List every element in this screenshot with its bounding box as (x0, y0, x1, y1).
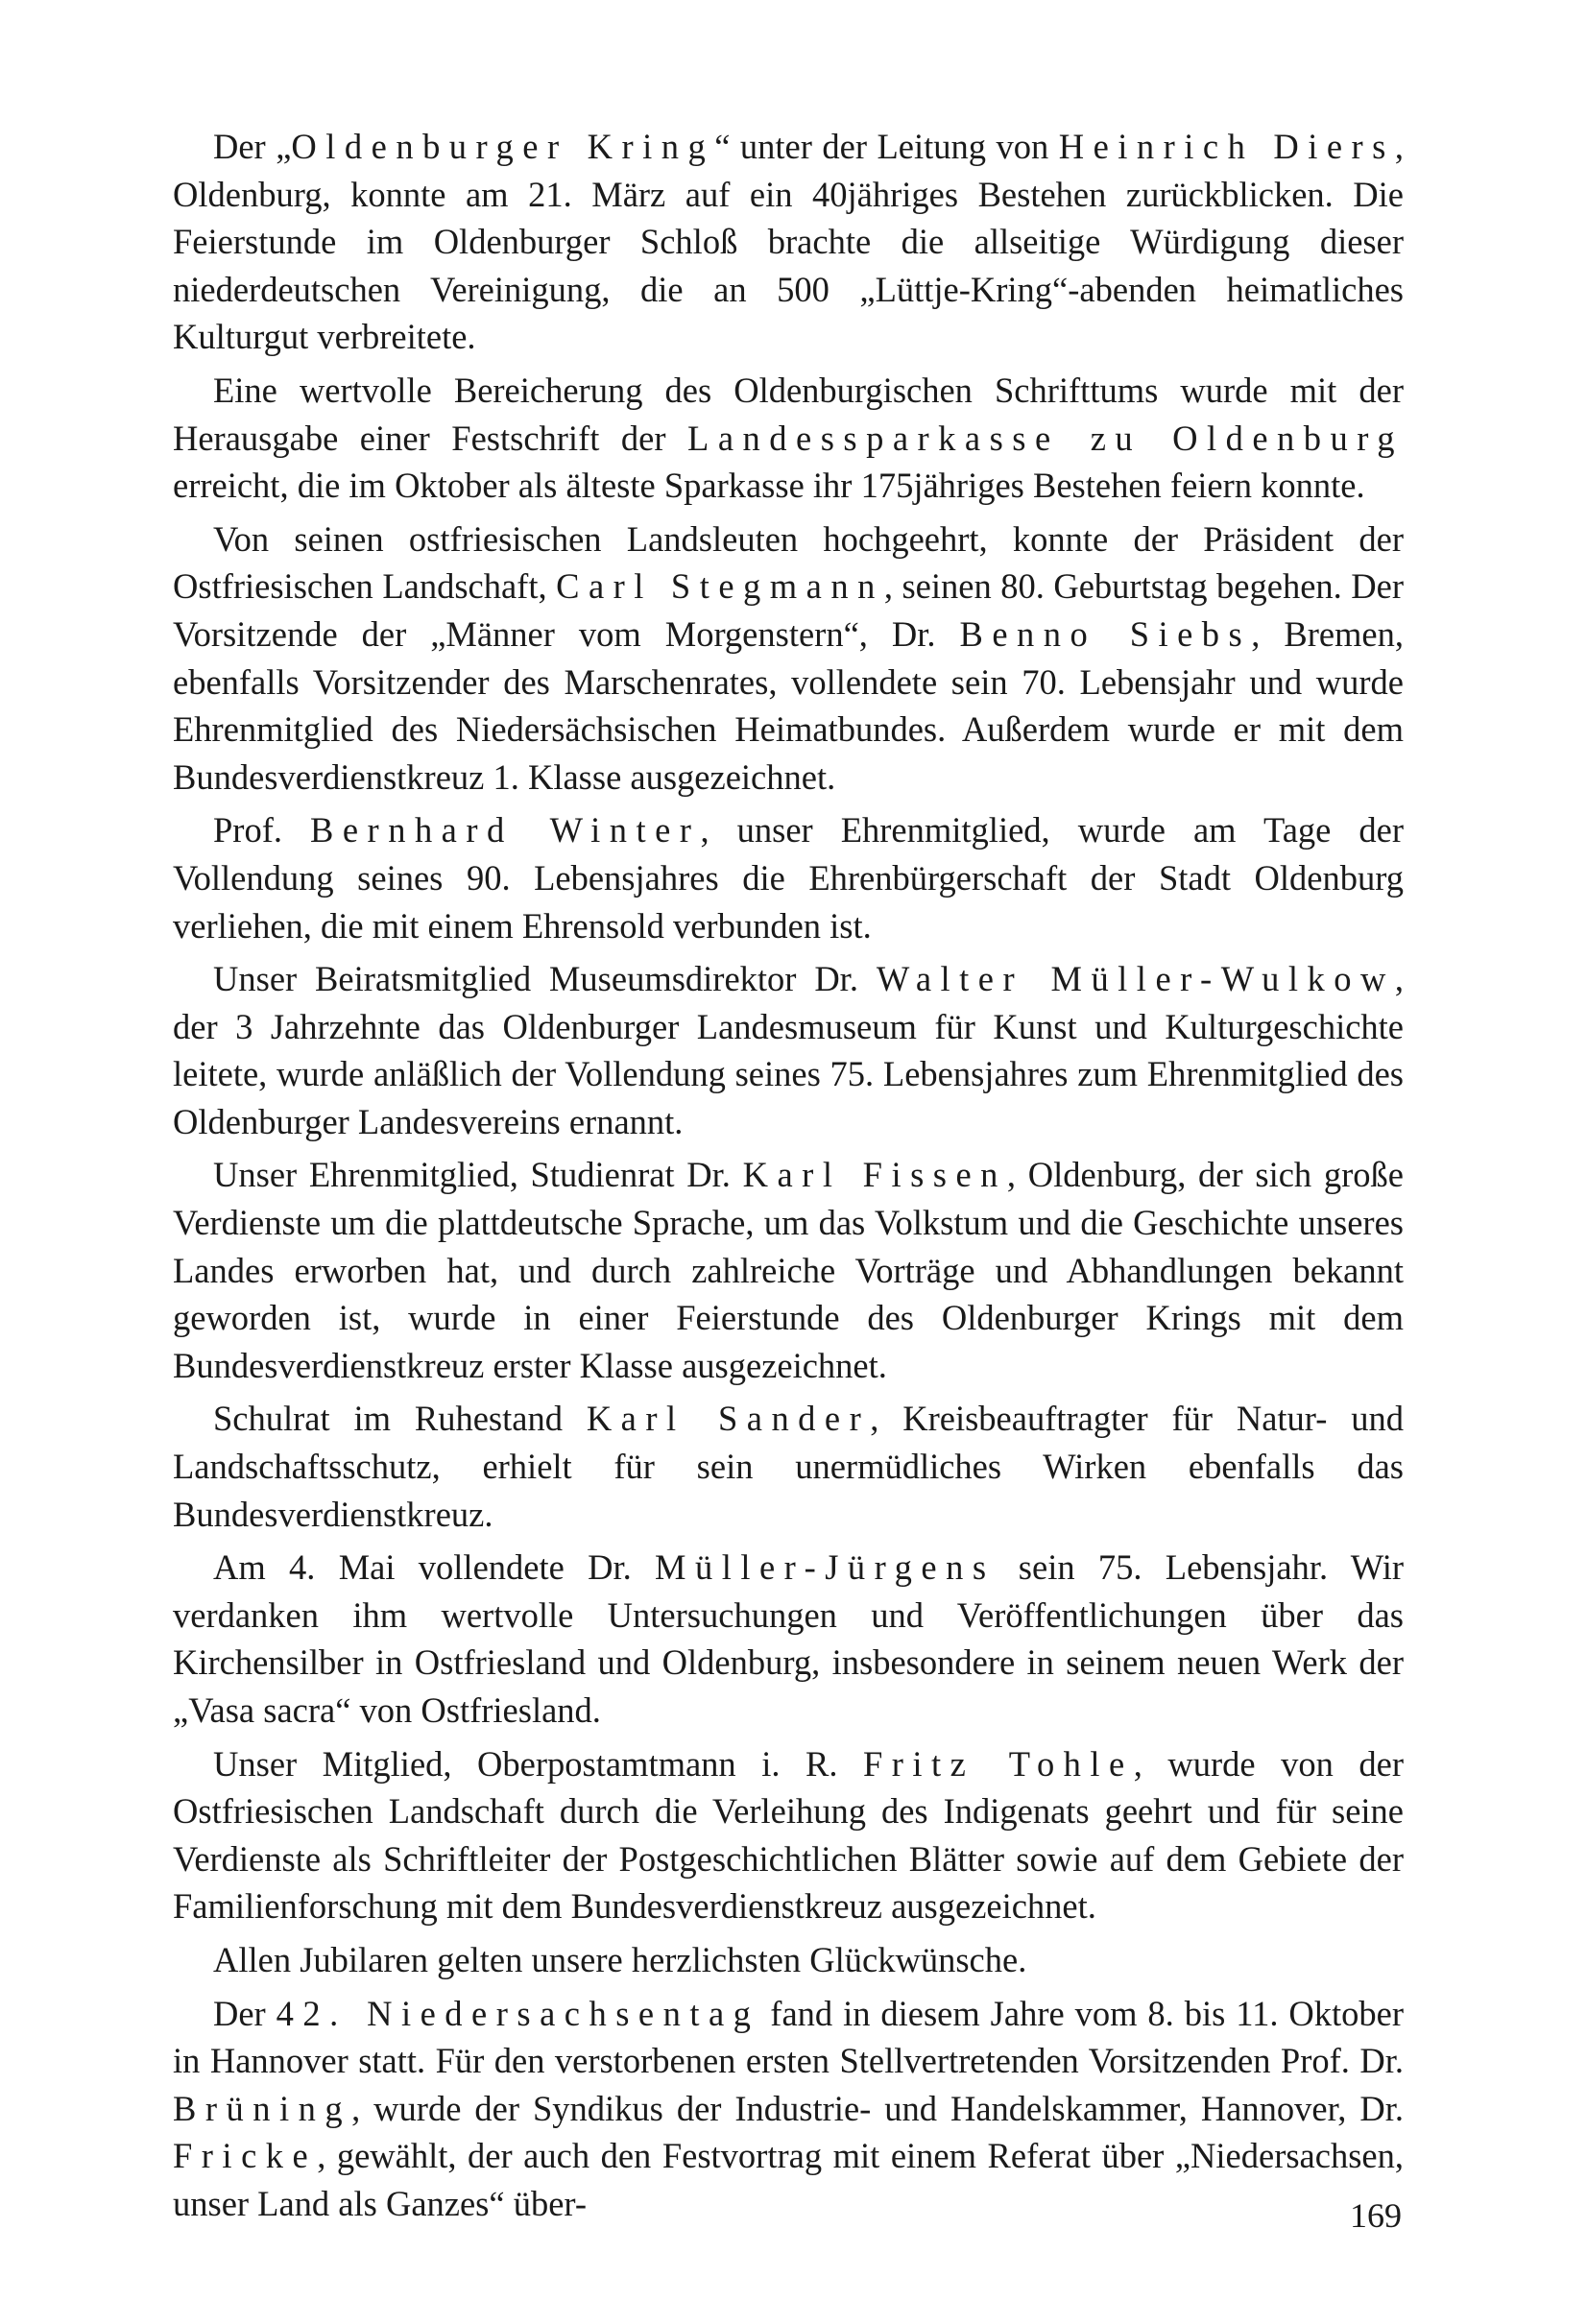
paragraph-mueller-juergens (173, 1544, 1404, 1734)
page-body (173, 123, 1404, 2234)
paragraph-mueller-wulkow (173, 955, 1404, 1145)
text-run: , wurde der Syndikus der Industrie- und Handelskammer, Hannover, Dr. (351, 2088, 1404, 2128)
spaced-name: Walter Müller-Wulkow (876, 959, 1395, 999)
text-run: Am 4. Mai vollendete Dr. (213, 1547, 656, 1588)
text-run: Schulrat im Ruhestand (213, 1399, 587, 1439)
paragraph-sander (173, 1395, 1404, 1538)
text-run: Unser Mitglied, Oberpostamtmann i. R. (213, 1743, 863, 1784)
paragraph-fissen (173, 1151, 1404, 1389)
text-run: Prof. (213, 810, 311, 851)
text-run: , der 3 Jahrzehnte das Oldenburger Landesmuseum für Kunst und Kulturgeschichte leitete, wurde anläßlich der Vollendung seines 75. Lebensjahres zum Ehrenmitglied des Oldenburger Landesvereins ernannt. (173, 959, 1404, 1141)
paragraph-landessparkasse (173, 367, 1404, 510)
text-run: erreicht, die im Oktober als älteste Sparkasse ihr 175jähriges Bestehen feiern konnte. (173, 466, 1365, 506)
text-run: , unser Ehrenmitglied, wurde am Tage der Vollendung seines 90. Lebensjahres die Ehrenbürgerschaft der Stadt Oldenburg verliehen, die mit einem Ehrensold verbunden ist. (173, 810, 1404, 946)
spaced-name: Karl Fissen (742, 1155, 1007, 1195)
text-run: Allen Jubilaren gelten unsere herzlichsten Glückwünsche. (213, 1939, 1027, 1979)
text-run: , Oldenburg, konnte am 21. März auf ein 40jähriges Bestehen zurückblicken. Die Feierstunde im Oldenburger Schloß brachte die allseitige Würdigung dieser niederdeutschen Vereinigung, die an 500 „Lüttje-Kring“-abenden heimatliches Kulturgut verbreitete. (173, 127, 1404, 357)
paragraph-jubilare (173, 1936, 1404, 1984)
text-run: fand in diesem Jahre vom 8. bis 11. Oktober in Hannover statt. Für den verstorbenen ersten Stellvertretenden Vorsitzenden Prof. Dr. (173, 1993, 1404, 2081)
text-run: , seinen 80. Geburtstag begehen. Der Vorsitzende der „Männer vom Morgenstern“, Dr. (173, 566, 1404, 654)
spaced-name: Bernhard Winter (310, 810, 701, 851)
text-run: , gewählt, der auch den Festvortrag mit einem Referat über „Niedersachsen, unser Land als Ganzes“ über- (173, 2136, 1404, 2223)
paragraph-tohle (173, 1740, 1404, 1930)
text-run: , Oldenburg, der sich große Verdienste um die plattdeutsche Sprache, um das Volkstum und die Geschichte unseres Landes erworben hat, und durch zahlreiche Vorträge und Abhandlungen bekannt geworden ist, wurde in einer Feierstunde des Oldenburger Krings mit dem Bundesverdienstkreuz erster Klasse ausgezeichnet. (173, 1155, 1404, 1385)
spaced-name: Landessparkasse zu Oldenburg (687, 418, 1404, 458)
spaced-name: Fritz Tohle (862, 1743, 1134, 1784)
text-run: Der (213, 1993, 277, 2033)
text-run: Unser Ehrenmitglied, Studienrat Dr. (213, 1155, 743, 1195)
text-run: , Bremen, ebenfalls Vorsitzender des Marschenrates, vollendete sein 70. Lebensjahr und wurde Ehrenmitglied des Niedersächsischen Heimatbundes. Außerdem wurde er mit dem Bundesverdienstkreuz 1. Klasse ausgezeichnet. (173, 613, 1405, 797)
text-run: Der „ (213, 127, 292, 166)
text-run: , wurde von der Ostfriesischen Landschaft durch die Verleihung des Indigenats geehrt und für seine Verdienste als Schriftleiter der Postgeschichtlichen Blätter sowie auf dem Gebiete der Familienforschung mit dem Bundesverdienstkreuz ausgezeichnet. (173, 1743, 1404, 1927)
text-run: Von seinen ostfriesischen Landsleuten hochgeehrt, konnte der Präsident der Ostfriesischen Landschaft, (173, 518, 1404, 607)
text-run: Unser Beiratsmitglied Museumsdirektor Dr. (213, 959, 877, 999)
text-run: Eine wertvolle Bereicherung des Oldenburgischen Schrifttums wurde mit der Herausgabe einer Festschrift der (173, 370, 1404, 458)
spaced-name: Benno Siebs (959, 613, 1252, 654)
spaced-name: 42. Niedersachsentag (276, 1993, 760, 2033)
text-run: , Kreisbeauftragter für Natur- und Landschaftsschutz, erhielt für sein unermüdliches Wirken ebenfalls das Bundesverdienstkreuz. (173, 1399, 1404, 1534)
text-run: “ unter der Leitung von (714, 127, 1059, 166)
spaced-name: Karl Sander (586, 1399, 871, 1439)
page-number: 169 (1350, 2196, 1402, 2235)
spaced-name: Heinrich Diers (1058, 127, 1395, 166)
paragraph-winter (173, 806, 1404, 949)
paragraph-stegmann-siebs (173, 515, 1404, 802)
spaced-name: Brüning (173, 2088, 352, 2128)
spaced-name: Fricke (173, 2136, 318, 2176)
text-run: sein 75. Lebensjahr. Wir verdanken ihm wertvolle Untersuchungen und Veröffentlichungen über das Kirchensilber in Ostfriesland und Oldenburg, insbesondere in seinem neuen Werk der „Vasa sacra“ von Ostfriesland. (173, 1547, 1404, 1730)
paragraph-oldenburger-kring (173, 123, 1404, 361)
spaced-name: Carl Stegmann (556, 566, 884, 607)
spaced-name: Müller-Jürgens (655, 1547, 996, 1588)
spaced-name: Oldenburger Kring (291, 127, 715, 166)
paragraph-niedersachsentag (173, 1990, 1404, 2228)
